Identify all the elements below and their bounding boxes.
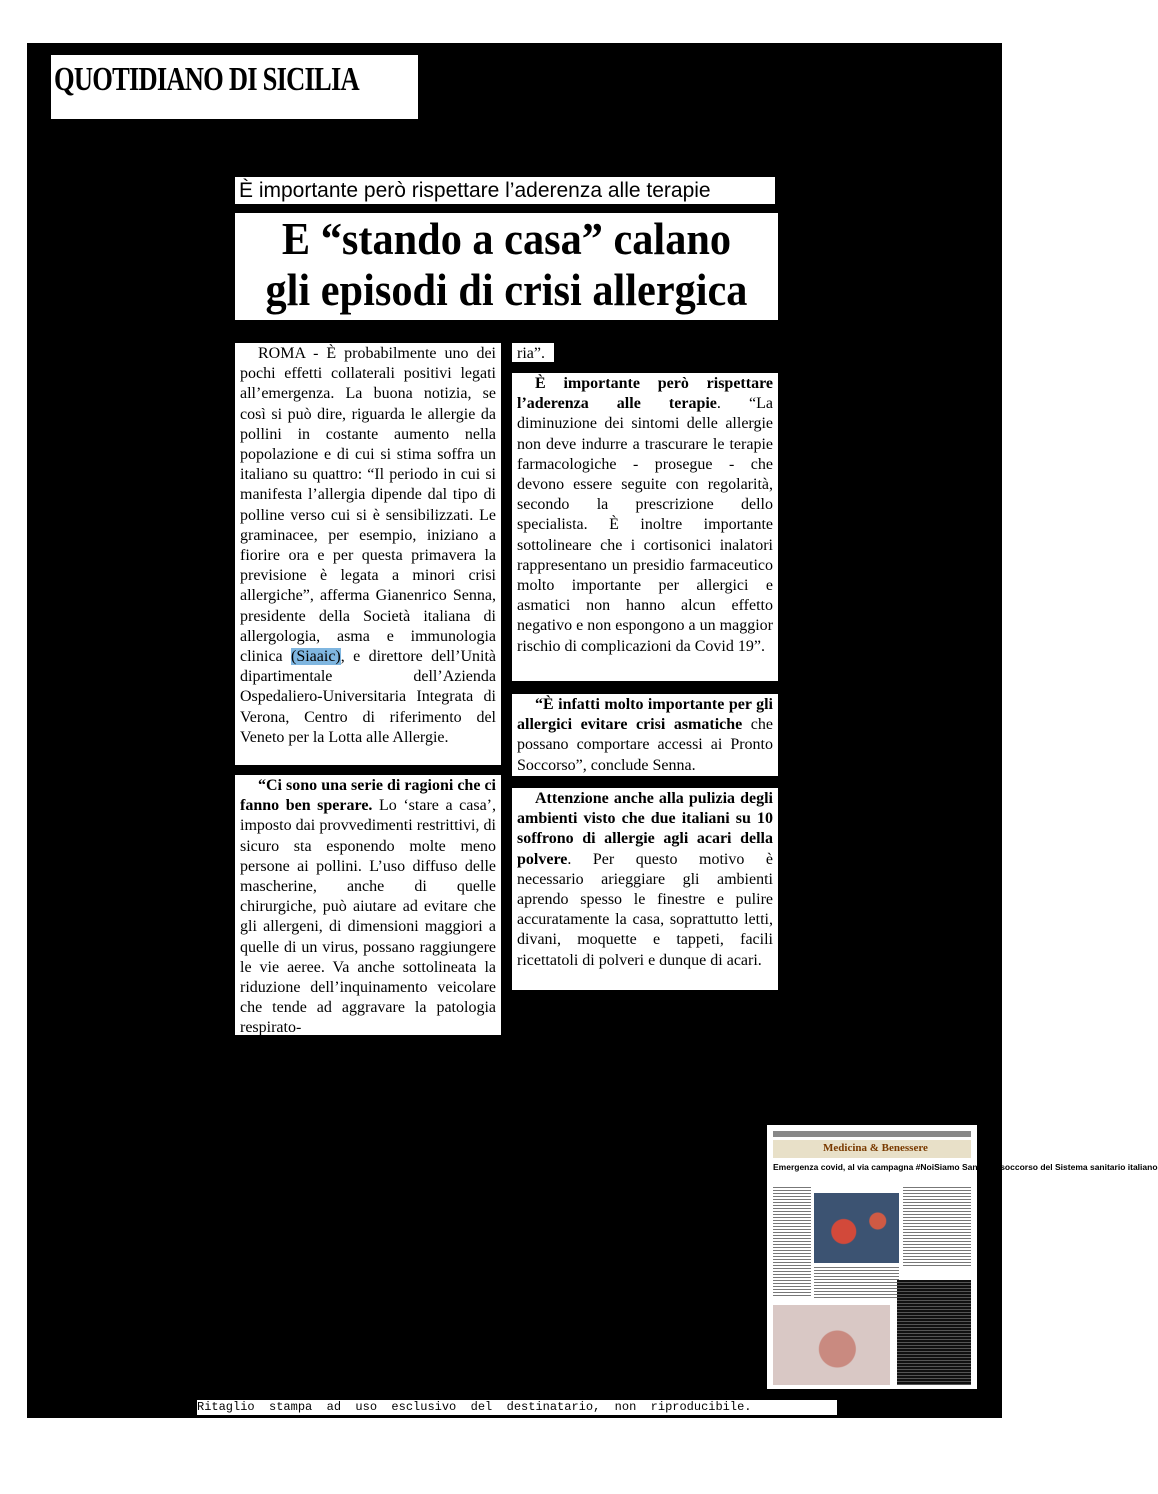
footer-notice: Ritaglio stampa ad uso esclusivo del destinatario, non riproducibile. (197, 1400, 837, 1415)
thumbnail-text-lines (814, 1267, 899, 1299)
paragraph-bold-intro: Attenzione anche alla pulizia degli ambienti visto che due italiani su 10 soffrono di allergie agli acari della polvere (517, 790, 773, 868)
article-kicker: È importante però rispettare l’aderenza alle terapie (235, 177, 775, 204)
paragraph-text: che possano comportare accessi ai Pronto Soccorso”, conclude Senna. (517, 716, 774, 774)
page-thumbnail (767, 1125, 1158, 1389)
headline-line-1: E “stando a casa” calano (281, 213, 732, 264)
highlighted-acronym: (Siaaic) (291, 648, 341, 666)
headline-line-2: gli episodi di crisi allergica (265, 264, 748, 315)
paragraph-text: . Per questo motivo è necessario arieggiare gli ambienti aprendo spesso le finestre e pulire accuratamente la casa, soprattutto letti, divani, moquette e tappeti, facili ricettatoli di polveri e dunque di acari. (517, 850, 773, 969)
masthead (51, 55, 418, 119)
article-column-2-block-1 (512, 373, 778, 681)
paragraph-text: Lo ‘stare a casa’, imposto dai provvedimenti restrittivi, di sicuro sta esponendo molte meno persone ai pollini. L’uso diffuso delle mascherine, anche di quelle chirurgiche, può aiutare ad evitare che gli allergeni, di dimensioni maggiori a quelle di un virus, possano raggiungere le vie aeree. Va anche sottolineata la riduzione dell’inquinamento veicolare che tende ad aggravare la patologia respirato- (240, 797, 496, 1037)
thumbnail-virus-image (814, 1193, 899, 1263)
paragraph-rest: , e direttore dell’Unità dipartimentale dell’Azienda Ospedaliero-Universitaria Integrata di Verona, Centro di riferimento del Veneto per la Lotta alle Allergie. (240, 648, 496, 746)
thumbnail-text-lines (773, 1187, 811, 1297)
article-headline (235, 213, 778, 320)
paragraph-text: . “La diminuzione dei sintomi delle allergie non deve indurre a trascurare le terapie farmacologiche - prosegue - che devono essere seguite con regolarità, secondo la prescrizione dello specialista. È inoltre importante sottolineare che i cortisonici inalatori rappresentano un presidio farmaceutico molto importante per allergici e asmatici non hanno alcun effetto negativo e non espongono a un maggior rischio di complicazioni da Covid 19”. (517, 395, 774, 655)
masthead-title: QUOTIDIANO DI SICILIA (54, 61, 359, 98)
paragraph-bold-intro: “Ci sono una serie di ragioni che ci fanno ben sperare. (240, 777, 496, 815)
article-column-2-block-3 (512, 788, 778, 990)
continuation-text: ria”. (517, 345, 545, 362)
thumbnail-headline: Emergenza covid, al via campagna #NoiSiamo Sanofi in soccorso del Sistema sanitario italiano (773, 1162, 1158, 1172)
paragraph-lead: ROMA - È probabilmente uno dei pochi effetti collaterali positivi legati all’emergenza. La buona notizia, se così si può dire, riguarda le allergie da pollini in costante aumento nella popolazione e di cui si stima soffra un italiano su quattro: “Il periodo in cui si manifesta l’allergia dipende dal tipo di polline verso cui si è sensibilizzati. Le graminacee, per esempio, iniziano a fiorire ora e per questa primavera la previsione è legata a minori crisi allergiche”, afferma Gianenrico Senna, presidente della Società italiana di allergologia, asma e immunologia clinica (240, 345, 496, 666)
paragraph-bold-intro: “È infatti molto importante per gli allergici evitare crisi asmatiche (517, 696, 773, 734)
thumbnail-section-band (773, 1140, 971, 1158)
article-column-1-block-1 (235, 343, 501, 765)
article-column-2-block-2 (512, 694, 778, 776)
thumbnail-section-title: Medicina & Benessere (823, 1142, 928, 1154)
article-column-2-continuation (512, 343, 554, 362)
paragraph-bold-intro: È importante però rispettare l’aderenza alle terapie (517, 375, 773, 413)
thumbnail-clipped-article (897, 1280, 971, 1385)
thumbnail-header-bar (773, 1131, 971, 1137)
thumbnail-text-lines (903, 1187, 971, 1267)
article-column-1-block-2 (235, 775, 501, 1035)
thumbnail-photo (773, 1305, 890, 1385)
